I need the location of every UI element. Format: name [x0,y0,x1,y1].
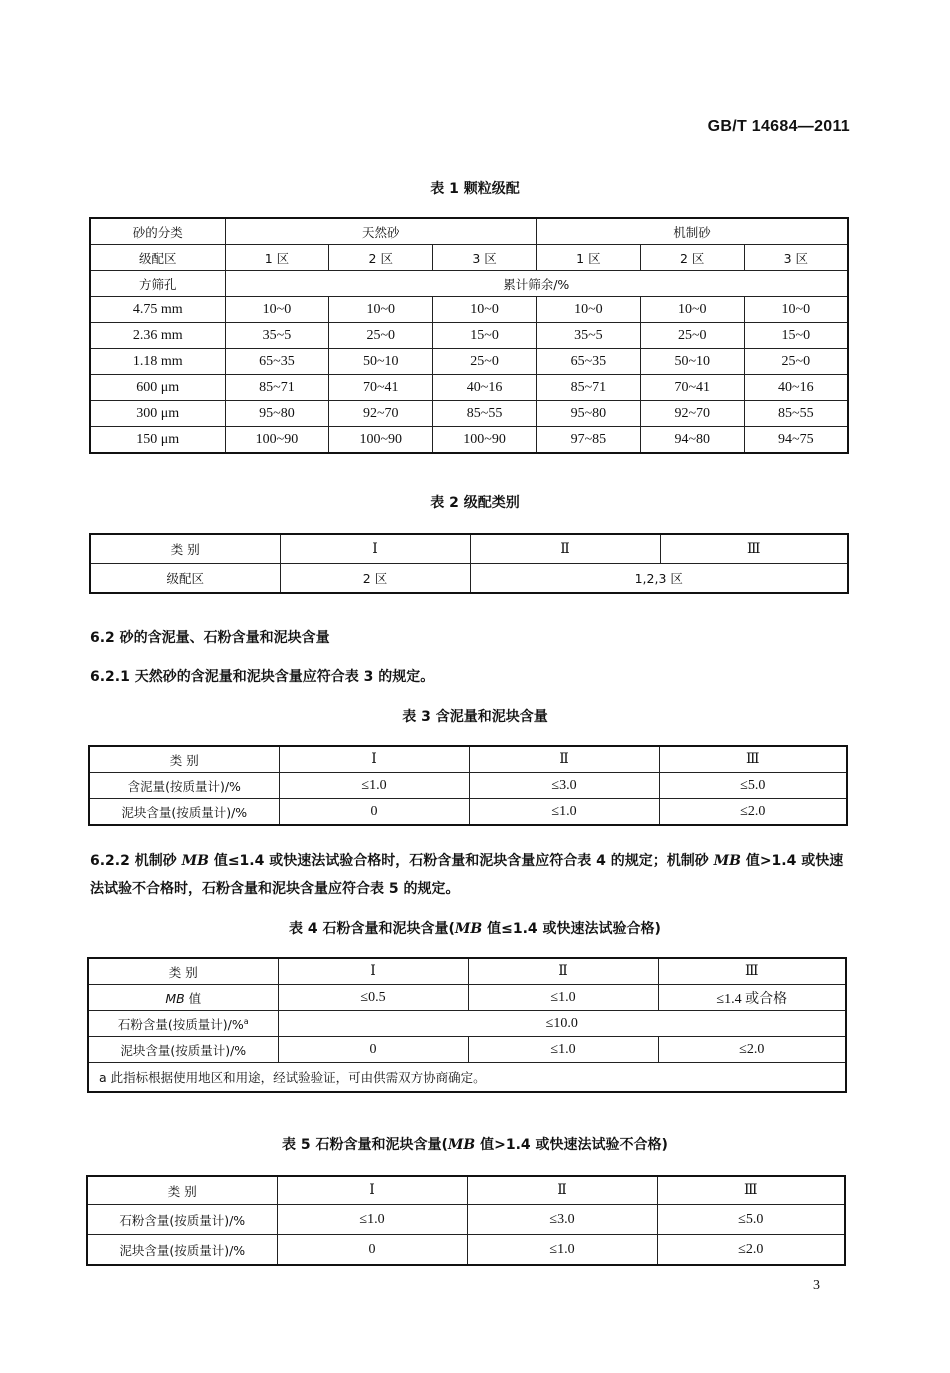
table-cell: ≤10.0 [278,1011,846,1037]
page-number: 3 [813,1278,820,1293]
table-cell: 累计筛余/% [225,271,848,297]
table-row [87,1205,845,1235]
table-row [90,375,848,401]
table-row [90,401,848,427]
text-run: 表 4 石粉含量和泥块含量( [289,921,455,937]
standard-code: GB/T 14684—2011 [707,118,850,135]
text-run: 值≤1.4 或快速法试验合格) [482,921,661,937]
table-cell: 92~70 [640,401,744,427]
table-cell: ≤2.0 [657,1235,845,1266]
table-cell: 65~35 [225,349,329,375]
table-cell: 25~0 [744,349,848,375]
table-cell: Ⅲ [657,1176,845,1205]
table-cell [88,1011,278,1037]
table-cell: 泥块含量(按质量计)/% [88,1037,278,1063]
mb-term: MB [447,1137,476,1153]
table-row [90,271,848,297]
table-row [87,1235,845,1266]
table-cell: Ⅰ [278,958,468,985]
table-cell: ≤1.0 [467,1235,657,1266]
table-cell: ≤1.0 [279,773,469,799]
table-cell: 2.36 mm [90,323,225,349]
table-cell: 级配区 [90,245,225,271]
table-cell: 10~0 [225,297,329,323]
table-cell: ≤2.0 [659,799,847,826]
table-cell: Ⅰ [277,1176,467,1205]
table-cell: 方筛孔 [90,271,225,297]
table-cell: 0 [279,799,469,826]
table-cell: 机制砂 [536,218,848,245]
table5-stone-powder-fail [86,1175,846,1266]
table-cell: 10~0 [536,297,640,323]
text-run: 表 5 石粉含量和泥块含量( [282,1137,448,1153]
table-cell: 85~71 [536,375,640,401]
table-row [87,1176,845,1205]
table-cell: Ⅲ [659,746,847,773]
table-cell: 70~41 [640,375,744,401]
table-cell: Ⅱ [469,746,659,773]
table-cell [88,985,278,1011]
mb-term: MB [181,853,209,869]
table-cell: ≤3.0 [469,773,659,799]
table-cell: 泥块含量(按质量计)/% [87,1235,277,1266]
mb-term: MB [454,921,483,937]
paragraph-6-2-1: 6.2.1 天然砂的含泥量和泥块含量应符合表 3 的规定。 [90,669,435,685]
table-cell: 类 别 [88,958,278,985]
table-row [90,534,848,564]
paragraph-6-2-2 [90,847,850,903]
table-cell: 2 区 [329,245,433,271]
table-cell: 15~0 [433,323,537,349]
table-cell: 65~35 [536,349,640,375]
table-cell: 类 别 [90,534,280,564]
table-cell: 50~10 [640,349,744,375]
table-cell: 85~71 [225,375,329,401]
table-cell: 50~10 [329,349,433,375]
table-cell: ≤2.0 [658,1037,846,1063]
table-cell: ≤5.0 [657,1205,845,1235]
table-row [89,773,847,799]
table-cell: 97~85 [536,427,640,454]
table-row [89,746,847,773]
table-cell: 2 区 [640,245,744,271]
section-heading: 6.2 砂的含泥量、石粉含量和泥块含量 [90,630,330,646]
table-cell: Ⅰ [280,534,470,564]
table-cell: 2 区 [280,564,470,594]
table-row [90,564,848,594]
table-cell: 10~0 [744,297,848,323]
table-cell: 600 μm [90,375,225,401]
table-cell: ≤0.5 [278,985,468,1011]
table-row [90,297,848,323]
table-cell: 85~55 [433,401,537,427]
text-run: 值>1.4 或快速法试验不合格) [475,1137,668,1153]
table-cell: ≤5.0 [659,773,847,799]
table-row [90,427,848,454]
table-cell: 砂的分类 [90,218,225,245]
table-cell: ≤1.0 [277,1205,467,1235]
table-cell: Ⅱ [468,958,658,985]
table-cell: 40~16 [433,375,537,401]
table-row [88,1037,846,1063]
table-cell: 0 [277,1235,467,1266]
table-row [90,245,848,271]
table-cell: 94~75 [744,427,848,454]
table-cell: 含泥量(按质量计)/% [89,773,279,799]
table-cell: 100~90 [433,427,537,454]
table-cell: 150 μm [90,427,225,454]
table-cell: 10~0 [329,297,433,323]
table-cell: 15~0 [744,323,848,349]
table-cell: ≤1.4 或合格 [658,985,846,1011]
table-cell: 25~0 [329,323,433,349]
text-run: 值>1.4 或快速法试验不合格时，石粉含量和泥块含量应符合表 5 的规定。 [90,853,844,897]
table-cell: 35~5 [536,323,640,349]
table-cell: ≤1.0 [469,799,659,826]
table-cell: 100~90 [329,427,433,454]
table-cell: 1.18 mm [90,349,225,375]
table-cell: ≤1.0 [468,985,658,1011]
table-cell: Ⅱ [467,1176,657,1205]
table-cell: 天然砂 [225,218,536,245]
table-cell: 3 区 [433,245,537,271]
table-cell: Ⅱ [470,534,660,564]
table-row [88,958,846,985]
table-row [89,799,847,826]
table-cell: Ⅰ [279,746,469,773]
table-row [88,985,846,1011]
table-cell: 92~70 [329,401,433,427]
table-cell: 94~80 [640,427,744,454]
table-cell: 泥块含量(按质量计)/% [89,799,279,826]
table4-stone-powder-pass [87,957,847,1093]
table2-caption: 表 2 级配类别 [430,495,520,511]
table-cell: 100~90 [225,427,329,454]
table-cell: 级配区 [90,564,280,594]
text-run: 6.2.2 机制砂 [90,853,182,869]
text-run: 石粉含量(按质量计)/% [117,1016,244,1032]
table1-caption: 表 1 颗粒级配 [430,181,520,197]
table-cell: 95~80 [536,401,640,427]
table-cell: 300 μm [90,401,225,427]
table-cell: 4.75 mm [90,297,225,323]
table-cell: Ⅲ [658,958,846,985]
table-cell: 25~0 [640,323,744,349]
table3-mud-content [88,745,848,826]
table-cell: 10~0 [640,297,744,323]
table3-caption: 表 3 含泥量和泥块含量 [402,709,548,725]
text-run: 值≤1.4 或快速法试验合格时，石粉含量和泥块含量应符合表 4 的规定；机制砂 [208,853,714,869]
table-row [88,1063,846,1093]
table-cell: 石粉含量(按质量计)/% [87,1205,277,1235]
table-row [90,323,848,349]
table5-caption [0,1134,950,1154]
table1-particle-grading [89,217,849,454]
table-cell: 25~0 [433,349,537,375]
table-cell: 1,2,3 区 [470,564,848,594]
table-row [90,218,848,245]
table-cell: ≤3.0 [467,1205,657,1235]
table-row [88,1011,846,1037]
table-footnote: a 此指标根据使用地区和用途，经试验验证，可由供需双方协商确定。 [88,1063,846,1093]
table-cell: ≤1.0 [468,1037,658,1063]
footnote-mark: a [243,1016,249,1026]
table-row [90,349,848,375]
table2-grading-class [89,533,849,594]
table-cell: 0 [278,1037,468,1063]
mb-term: MB [165,990,185,1006]
table-cell: 类 别 [87,1176,277,1205]
table-cell: 95~80 [225,401,329,427]
table-cell: Ⅲ [660,534,848,564]
table-cell: 10~0 [433,297,537,323]
table-cell: 70~41 [329,375,433,401]
table-cell: 3 区 [744,245,848,271]
table-cell: 类 别 [89,746,279,773]
text-run: 值 [184,990,202,1006]
mb-term: MB [713,853,741,869]
table-cell: 35~5 [225,323,329,349]
table4-caption [0,918,950,938]
table-cell: 85~55 [744,401,848,427]
table-cell: 1 区 [225,245,329,271]
table-cell: 1 区 [536,245,640,271]
table-cell: 40~16 [744,375,848,401]
